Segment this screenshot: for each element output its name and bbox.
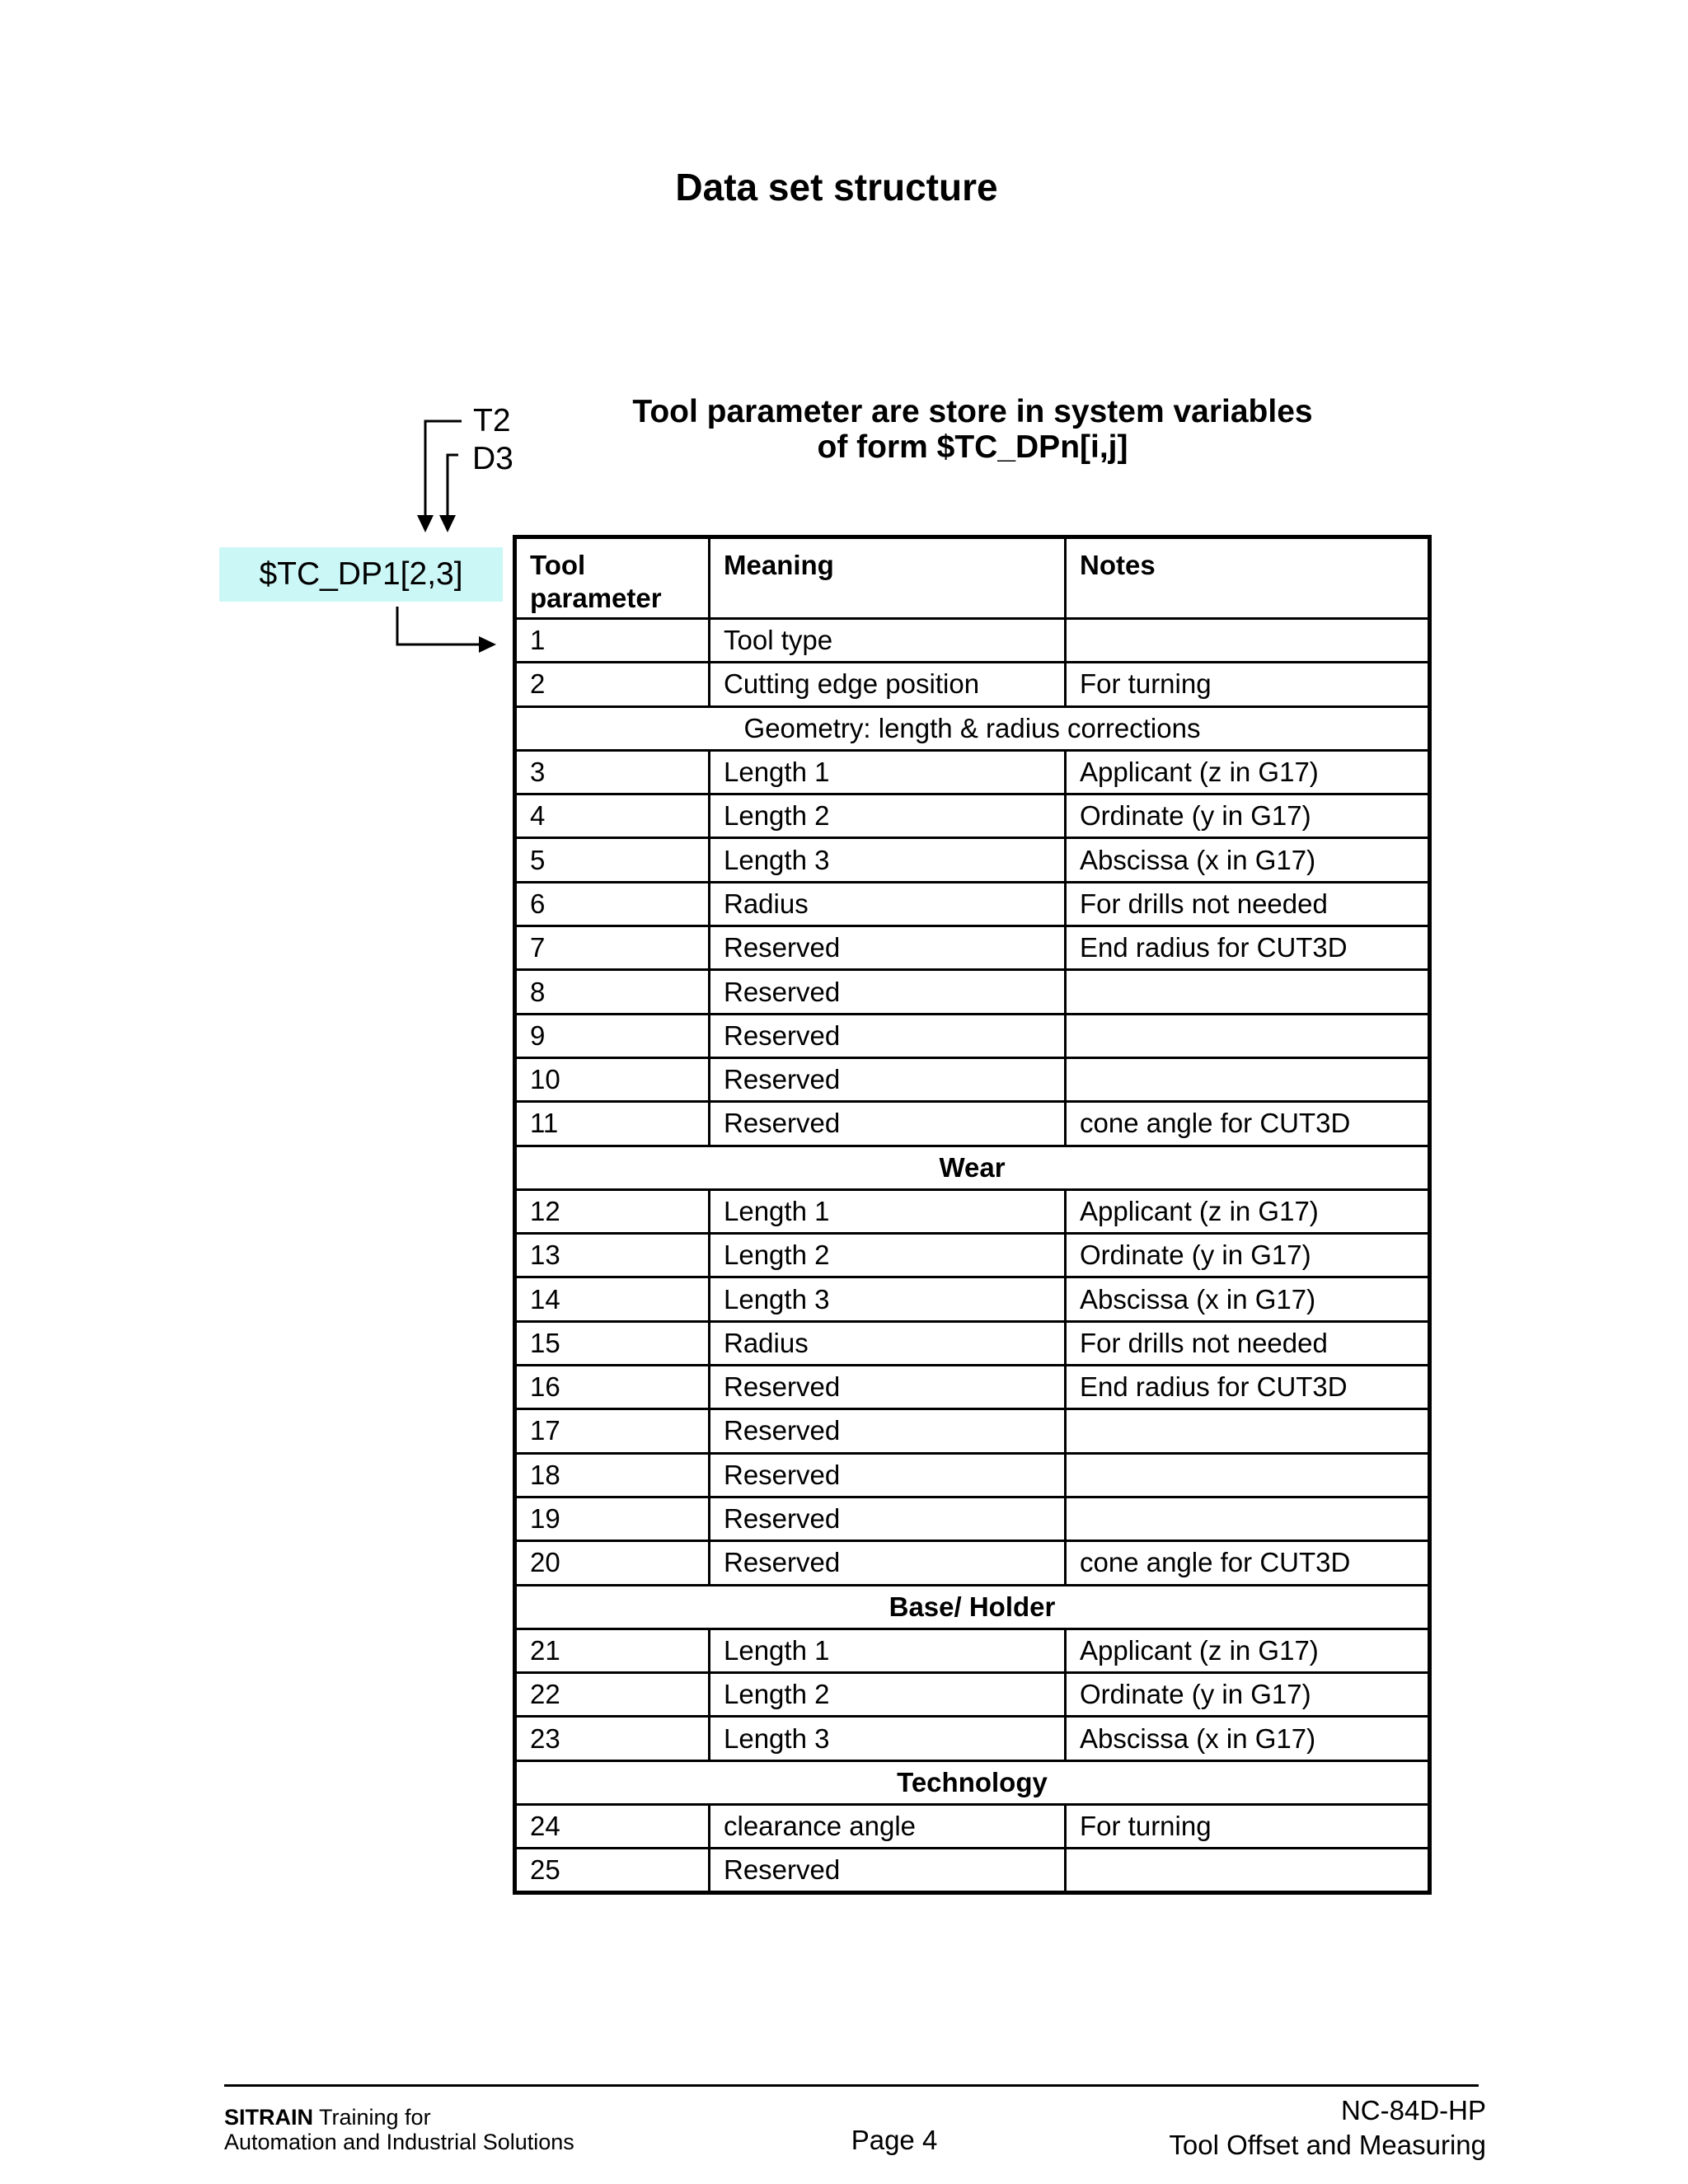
- notes-cell: Ordinate (y in G17): [1066, 794, 1430, 838]
- table-row: [515, 1453, 1430, 1497]
- notes-cell: For turning: [1066, 1805, 1430, 1849]
- footer-document-info: [1169, 2093, 1486, 2163]
- notes-cell: For turning: [1066, 663, 1430, 706]
- table-row: [515, 1849, 1430, 1892]
- parameter-cell: 14: [515, 1277, 710, 1321]
- meaning-cell: Reserved: [710, 1409, 1066, 1453]
- parameter-cell: 21: [515, 1629, 710, 1672]
- section-row: [515, 706, 1430, 750]
- d-arrow-line: [448, 455, 458, 518]
- notes-cell: [1066, 1057, 1430, 1101]
- page-number: Page 4: [851, 2125, 938, 2155]
- notes-cell: For drills not needed: [1066, 1321, 1430, 1365]
- parameter-cell: 10: [515, 1057, 710, 1101]
- parameter-cell: 13: [515, 1234, 710, 1277]
- parameter-cell: 4: [515, 794, 710, 838]
- parameter-cell: 5: [515, 838, 710, 882]
- meaning-cell: Radius: [710, 1321, 1066, 1365]
- parameter-cell: 15: [515, 1321, 710, 1365]
- table-row: [515, 1057, 1430, 1101]
- meaning-cell: Length 3: [710, 1717, 1066, 1760]
- table-row: [515, 1409, 1430, 1453]
- section-title: Base/ Holder: [515, 1585, 1430, 1629]
- section-title: Geometry: length & radius corrections: [515, 706, 1430, 750]
- meaning-cell: Reserved: [710, 1497, 1066, 1540]
- notes-cell: Ordinate (y in G17): [1066, 1673, 1430, 1717]
- notes-cell: Ordinate (y in G17): [1066, 1234, 1430, 1277]
- notes-cell: [1066, 970, 1430, 1014]
- parameter-cell: 24: [515, 1805, 710, 1849]
- meaning-cell: Length 1: [710, 1189, 1066, 1233]
- footer-publisher: [224, 2105, 574, 2154]
- table-header-row: [515, 537, 1430, 619]
- footer-divider: [224, 2084, 1479, 2087]
- section-row: [515, 1585, 1430, 1629]
- t-arrowhead: [417, 515, 434, 532]
- footer-left-line2: Automation and Industrial Solutions: [224, 2130, 574, 2154]
- notes-cell: For drills not needed: [1066, 882, 1430, 926]
- notes-cell: cone angle for CUT3D: [1066, 1541, 1430, 1585]
- meaning-cell: Reserved: [710, 1014, 1066, 1057]
- parameter-cell: 12: [515, 1189, 710, 1233]
- meaning-cell: Length 1: [710, 1629, 1066, 1672]
- table-row: [515, 619, 1430, 663]
- subtitle-line-2: of form $TC_DPn[i,j]: [817, 429, 1128, 465]
- table-row: [515, 1497, 1430, 1540]
- table-row: [515, 1366, 1430, 1409]
- parameter-cell: 1: [515, 619, 710, 663]
- meaning-cell: Length 2: [710, 1234, 1066, 1277]
- parameter-cell: 19: [515, 1497, 710, 1540]
- tool-parameter-table: [513, 535, 1432, 1895]
- table-row: [515, 1805, 1430, 1849]
- table-row: [515, 663, 1430, 706]
- header-meaning: Meaning: [710, 537, 1066, 619]
- notes-cell: Abscissa (x in G17): [1066, 1717, 1430, 1760]
- section-row: [515, 1146, 1430, 1189]
- meaning-cell: Reserved: [710, 1849, 1066, 1892]
- footer-left-line1: Training for: [313, 2105, 431, 2130]
- footer-doc-code: NC-84D-HP: [1340, 2095, 1486, 2125]
- table-row: [515, 1014, 1430, 1057]
- page-title: Data set structure: [675, 166, 998, 209]
- parameter-cell: 25: [515, 1849, 710, 1892]
- table-row: [515, 1629, 1430, 1672]
- notes-cell: Abscissa (x in G17): [1066, 838, 1430, 882]
- notes-cell: End radius for CUT3D: [1066, 1366, 1430, 1409]
- meaning-cell: Length 2: [710, 1673, 1066, 1717]
- meaning-cell: Reserved: [710, 1453, 1066, 1497]
- parameter-cell: 16: [515, 1366, 710, 1409]
- table-row: [515, 970, 1430, 1014]
- parameter-cell: 7: [515, 926, 710, 970]
- parameter-cell: 3: [515, 750, 710, 794]
- parameter-cell: 23: [515, 1717, 710, 1760]
- section-title: Wear: [515, 1146, 1430, 1189]
- table-row: [515, 838, 1430, 882]
- meaning-cell: Length 1: [710, 750, 1066, 794]
- t-arrow-line: [425, 421, 462, 518]
- meaning-cell: Tool type: [710, 619, 1066, 663]
- meaning-cell: Cutting edge position: [710, 663, 1066, 706]
- header-notes: Notes: [1066, 537, 1430, 619]
- table-row: [515, 1277, 1430, 1321]
- table-row: [515, 750, 1430, 794]
- meaning-cell: Reserved: [710, 1102, 1066, 1146]
- meaning-cell: Reserved: [710, 1057, 1066, 1101]
- table-row: [515, 882, 1430, 926]
- footer-brand: SITRAIN: [224, 2105, 313, 2130]
- subtitle-line-1: Tool parameter are store in system variables: [632, 394, 1313, 429]
- notes-cell: Applicant (z in G17): [1066, 1629, 1430, 1672]
- footer-doc-title: Tool Offset and Measuring: [1169, 2130, 1486, 2160]
- meaning-cell: Reserved: [710, 1541, 1066, 1585]
- edge-number-label: D3: [472, 441, 513, 476]
- notes-cell: End radius for CUT3D: [1066, 926, 1430, 970]
- notes-cell: Applicant (z in G17): [1066, 1189, 1430, 1233]
- row-arrow-line: [397, 607, 481, 644]
- system-variable-example: $TC_DP1[2,3]: [219, 547, 503, 602]
- meaning-cell: Length 3: [710, 838, 1066, 882]
- table-row: [515, 1321, 1430, 1365]
- table-row: [515, 1102, 1430, 1146]
- notes-cell: cone angle for CUT3D: [1066, 1102, 1430, 1146]
- table-row: [515, 1234, 1430, 1277]
- table-row: [515, 794, 1430, 838]
- meaning-cell: Reserved: [710, 926, 1066, 970]
- table-row: [515, 926, 1430, 970]
- notes-cell: Abscissa (x in G17): [1066, 1277, 1430, 1321]
- meaning-cell: Length 2: [710, 794, 1066, 838]
- notes-cell: [1066, 1849, 1430, 1892]
- parameter-cell: 8: [515, 970, 710, 1014]
- parameter-cell: 18: [515, 1453, 710, 1497]
- notes-cell: Applicant (z in G17): [1066, 750, 1430, 794]
- tool-number-label: T2: [473, 403, 511, 438]
- parameter-cell: 11: [515, 1102, 710, 1146]
- table-row: [515, 1673, 1430, 1717]
- row-arrowhead: [479, 636, 496, 653]
- section-title: Technology: [515, 1760, 1430, 1804]
- parameter-cell: 2: [515, 663, 710, 706]
- d-arrowhead: [439, 515, 456, 532]
- meaning-cell: Reserved: [710, 970, 1066, 1014]
- table-row: [515, 1189, 1430, 1233]
- section-row: [515, 1760, 1430, 1804]
- parameter-cell: 6: [515, 882, 710, 926]
- notes-cell: [1066, 1497, 1430, 1540]
- table-row: [515, 1541, 1430, 1585]
- notes-cell: [1066, 1014, 1430, 1057]
- table-row: [515, 1717, 1430, 1760]
- parameter-cell: 9: [515, 1014, 710, 1057]
- parameter-cell: 20: [515, 1541, 710, 1585]
- parameter-cell: 22: [515, 1673, 710, 1717]
- notes-cell: [1066, 1453, 1430, 1497]
- meaning-cell: Length 3: [710, 1277, 1066, 1321]
- meaning-cell: Radius: [710, 882, 1066, 926]
- meaning-cell: Reserved: [710, 1366, 1066, 1409]
- notes-cell: [1066, 1409, 1430, 1453]
- notes-cell: [1066, 619, 1430, 663]
- parameter-cell: 17: [515, 1409, 710, 1453]
- header-tool-parameter: Tool parameter: [515, 537, 710, 619]
- meaning-cell: clearance angle: [710, 1805, 1066, 1849]
